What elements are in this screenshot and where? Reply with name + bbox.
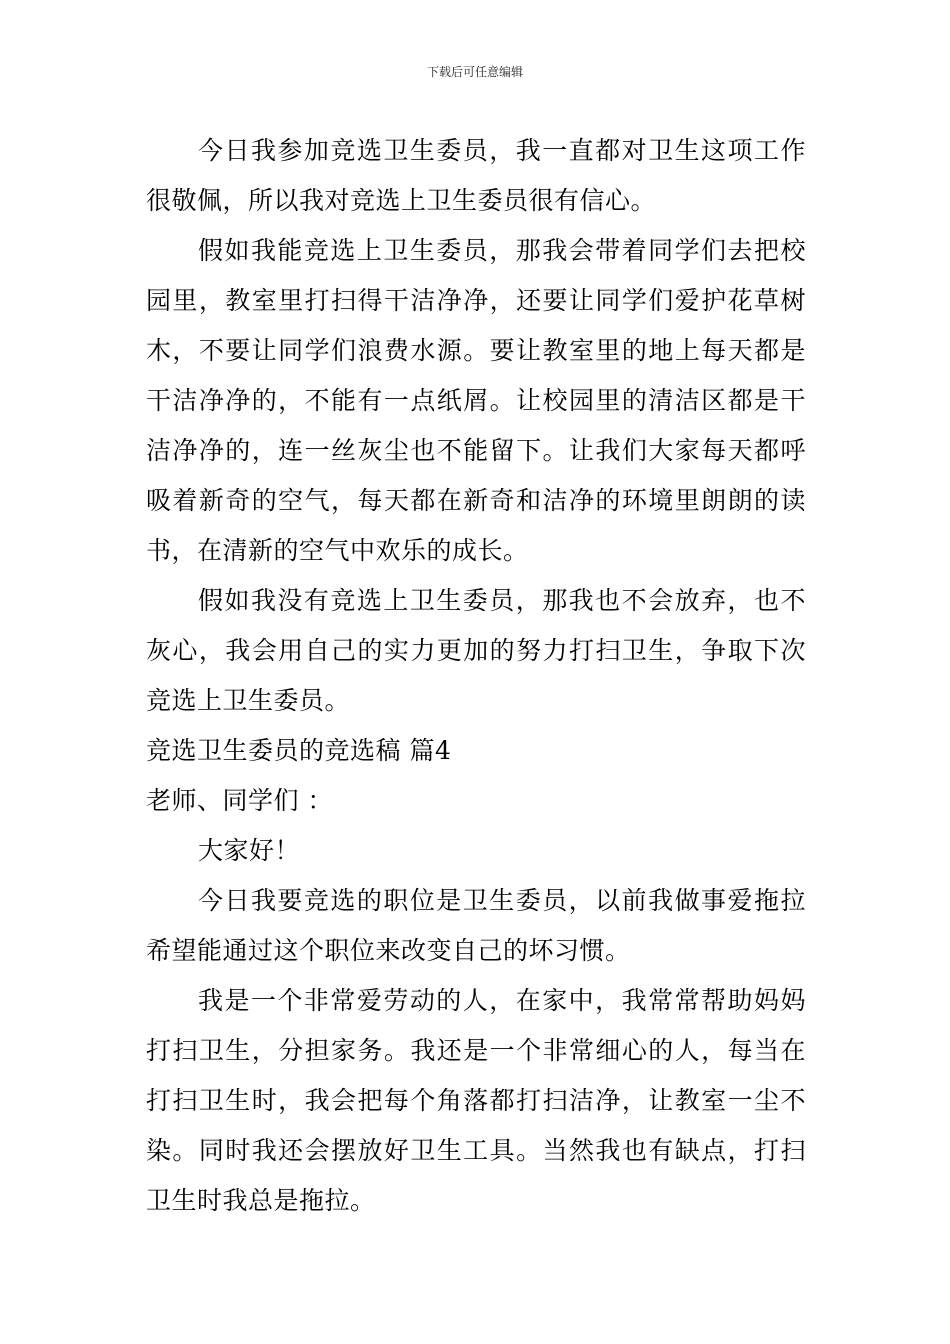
greeting: 大家好！ (198, 836, 301, 865)
document-body (146, 126, 806, 1226)
section-title: 竞选卫生委员的竞选稿 篇4 (146, 736, 452, 765)
paragraph-1: 今日我参加竞选卫生委员，我一直都对卫生这项工作很敬佩，所以我对竞选上卫生委员很有信心。 (146, 136, 806, 215)
paragraph-3: 假如我没有竞选上卫生委员，那我也不会放弃，也不灰心，我会用自己的实力更加的努力打扫卫生，争取下次竞选上卫生委员。 (146, 586, 806, 715)
paragraph-5: 我是一个非常爱劳动的人，在家中，我常常帮助妈妈打扫卫生，分担家务。我还是一个非常细心的人，每当在打扫卫生时，我会把每个角落都打扫洁净，让教室一尘不染。同时我还会摆放好卫生工具。当然我也有缺点，打扫卫生时我总是拖拉。 (146, 986, 806, 1215)
paragraph-2: 假如我能竞选上卫生委员，那我会带着同学们去把校园里，教室里打扫得干洁净净，还要让同学们爱护花草树木，不要让同学们浪费水源。要让教室里的地上每天都是干洁净净的，不能有一点纸屑。让校园里的清洁区都是干洁净净的，连一丝灰尘也不能留下。让我们大家每天都呼吸着新奇的空气，每天都在新奇和洁净的环境里朗朗的读书，在清新的空气中欢乐的成长。 (146, 236, 806, 565)
page-header: 下载后可任意编辑 (426, 65, 523, 79)
salutation: 老师、同学们 ： (146, 786, 333, 815)
paragraph-4: 今日我要竞选的职位是卫生委员，以前我做事爱拖拉希望能通过这个职位来改变自己的坏习惯。 (146, 886, 806, 965)
